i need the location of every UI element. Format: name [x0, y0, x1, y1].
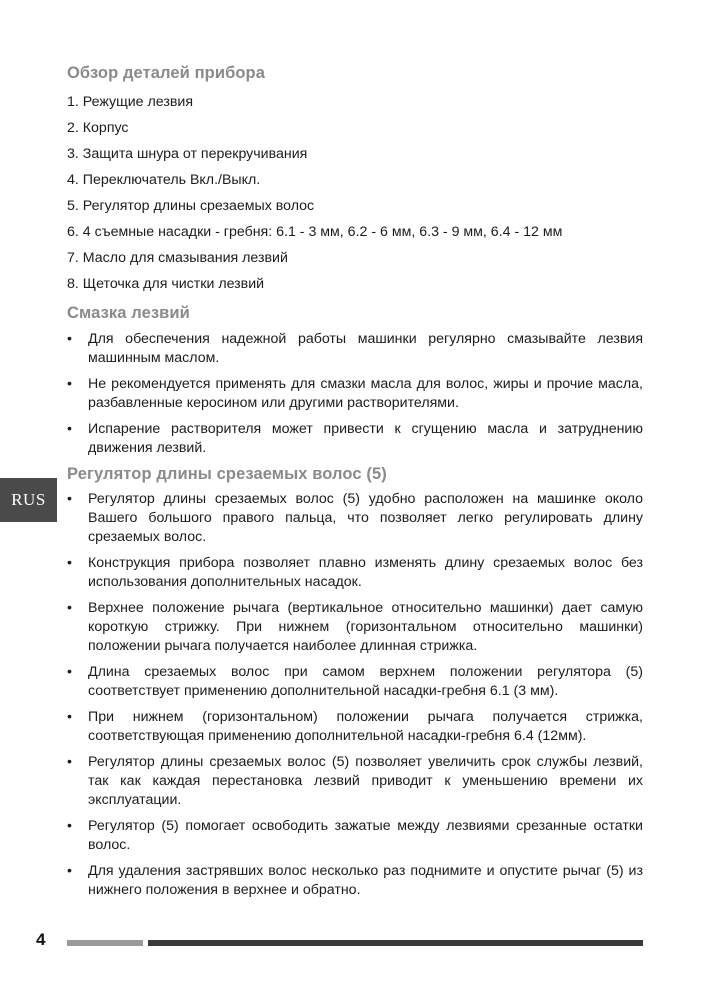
bullet-text: Для удаления застрявших волос несколько раз поднимите и опустите рычаг (5) из нижнего положения в верхнее и обратно. — [88, 863, 643, 898]
section-title-lubrication: Смазка лезвий — [67, 304, 190, 322]
bullet-text: Не рекомендуется применять для смазки масла для волос, жиры и прочие масла, разбавленные керосином или другими растворителями. — [88, 376, 643, 411]
list-item: 5. Регулятор длины срезаемых волос — [67, 198, 315, 214]
regulator-list — [67, 490, 643, 900]
bullet-item — [67, 554, 643, 592]
list-item: 1. Режущие лезвия — [67, 94, 194, 110]
bullet-icon: • — [67, 818, 72, 834]
bullet-item — [67, 420, 643, 458]
bullet-icon: • — [67, 421, 72, 437]
bullet-text: Регулятор длины срезаемых волос (5) позволяет увеличить срок службы лезвий, так как каждая перестановка лезвий приводит к уменьшению времени их эксплуатации. — [88, 754, 643, 808]
bullet-icon: • — [67, 664, 72, 680]
footer-bar-dark — [148, 940, 643, 946]
list-item: 2. Корпус — [67, 120, 129, 136]
list-item: 8. Щеточка для чистки лезвий — [67, 276, 265, 292]
parts-list — [67, 89, 643, 297]
bullet-icon: • — [67, 331, 72, 347]
bullet-icon: • — [67, 863, 72, 879]
bullet-item — [67, 375, 643, 413]
bullet-icon: • — [67, 376, 72, 392]
bullet-icon: • — [67, 555, 72, 571]
bullet-item — [67, 330, 643, 368]
section-title-overview: Обзор деталей прибора — [67, 64, 266, 82]
bullet-text: Верхнее положение рычага (вертикальное относительно машинки) дает самую короткую стрижку. При нижнем (горизонтальном относительно машинки) положении рычага получается наиболее длинная стрижка. — [88, 600, 643, 654]
bullet-icon: • — [67, 709, 72, 725]
bullet-item — [67, 599, 643, 656]
bullet-text: При нижнем (горизонтальном) положении рычага получается стрижка, соответствующая применению дополнительной насадки-гребня 6.4 (12мм). — [88, 709, 643, 744]
bullet-icon: • — [67, 491, 72, 507]
bullet-item — [67, 490, 643, 547]
list-item: 7. Масло для смазывания лезвий — [67, 250, 288, 266]
bullet-icon: • — [67, 754, 72, 770]
section-title-regulator: Регулятор длины срезаемых волос (5) — [67, 465, 387, 483]
bullet-text: Длина срезаемых волос при самом верхнем положении регулятора (5) соответствует применению дополнительной насадки-гребня 6.1 (3 мм). — [88, 664, 643, 699]
page-number: 4 — [36, 930, 46, 949]
bullet-item — [67, 708, 643, 746]
bullet-text: Регулятор длины срезаемых волос (5) удобно расположен на машинке около Вашего большого правого пальца, что позволяет легко регулировать длину срезаемых волос. — [88, 491, 643, 545]
language-tab: RUS — [0, 478, 57, 522]
bullet-item — [67, 663, 643, 701]
list-item: 6. 4 съемные насадки - гребня: 6.1 - 3 мм, 6.2 - 6 мм, 6.3 - 9 мм, 6.4 - 12 мм — [67, 224, 563, 240]
list-item: 3. Защита шнура от перекручивания — [67, 146, 308, 162]
page-content — [67, 64, 643, 907]
bullet-item — [67, 817, 643, 855]
bullet-icon: • — [67, 600, 72, 616]
bullet-text: Для обеспечения надежной работы машинки регулярно смазывайте лезвия машинным маслом. — [88, 331, 643, 366]
bullet-item — [67, 753, 643, 810]
bullet-text: Регулятор (5) помогает освободить зажатые между лезвиями срезанные остатки волос. — [88, 818, 643, 853]
bullet-item — [67, 862, 643, 900]
lubrication-list — [67, 330, 643, 458]
bullet-text: Испарение растворителя может привести к сгущению масла и затруднению движения лезвий. — [88, 421, 643, 456]
bullet-text: Конструкция прибора позволяет плавно изменять длину срезаемых волос без использования дополнительных насадок. — [88, 555, 643, 590]
list-item: 4. Переключатель Вкл./Выкл. — [67, 172, 261, 188]
footer-bar-light — [67, 940, 143, 946]
